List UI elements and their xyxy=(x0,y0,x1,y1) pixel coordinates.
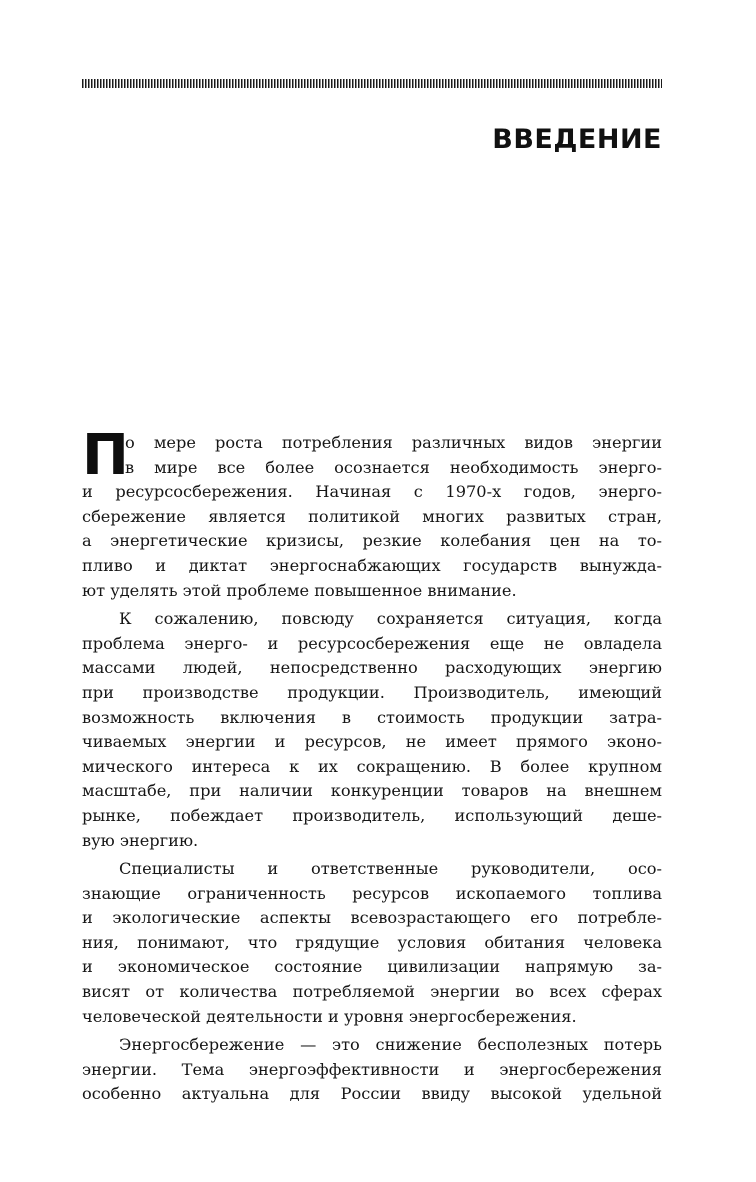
body-text xyxy=(82,423,662,1107)
text-line: чиваемых энергии и ресурсов, не имеет прямого эконо- xyxy=(82,732,662,752)
text-line: висят от количества потребляемой энергии во всех сферах xyxy=(82,982,662,1002)
paragraph-4 xyxy=(82,1033,662,1107)
text-line: человеческой деятельности и уровня энергосбережения. xyxy=(82,1006,577,1026)
text-line: проблема энерго- и ресурсосбережения еще не овладела xyxy=(82,633,662,653)
text-line: сбережение является политикой многих развитых стран, xyxy=(82,506,662,526)
text-line: вую энергию. xyxy=(82,830,199,850)
text-line: и ресурсосбережения. Начиная с 1970-х годов, энерго- xyxy=(82,482,662,502)
text-line: возможность включения в стоимость продукции затра- xyxy=(82,707,662,727)
drop-cap: П xyxy=(82,423,129,488)
text-line: а энергетические кризисы, резкие колебания цен на то- xyxy=(82,531,662,551)
text-line: энергии. Тема энергоэффективности и энергосбережения xyxy=(82,1059,662,1079)
text-line: Энергосбережение — это снижение бесполезных потерь xyxy=(119,1035,662,1055)
chapter-title: ВВЕДЕНИЕ xyxy=(492,124,662,155)
text-line: массами людей, непосредственно расходующих энергию xyxy=(82,658,662,678)
text-line: особенно актуальна для России ввиду высокой удельной xyxy=(82,1084,662,1104)
text-line: К сожалению, повсюду сохраняется ситуация, когда xyxy=(119,609,662,629)
text-line: ют уделять этой проблеме повышенное внимание. xyxy=(82,580,517,600)
text-line: при производстве продукции. Производитель, имеющий xyxy=(82,682,662,702)
text-line: и экологические аспекты всевозрастающего его потребле- xyxy=(82,908,662,928)
text-line: пливо и диктат энергоснабжающих государств вынужда- xyxy=(82,555,662,575)
paragraph-3 xyxy=(82,857,662,1029)
text-line: масштабе, при наличии конкуренции товаров на внешнем xyxy=(82,781,662,801)
text-line: о мере роста потребления различных видов энергии xyxy=(125,433,662,452)
text-line: знающие ограниченность ресурсов ископаемого топлива xyxy=(82,883,662,903)
header-rule xyxy=(82,79,662,88)
text-line: в мире все более осознается необходимость энерго- xyxy=(125,457,662,477)
paragraph-1 xyxy=(82,423,662,603)
text-line: ния, понимают, что грядущие условия обитания человека xyxy=(82,932,662,952)
text-line: мического интереса к их сокращению. В более крупном xyxy=(82,756,662,776)
paragraph-2 xyxy=(82,607,662,853)
text-line: Специалисты и ответственные руководители, осо- xyxy=(119,859,662,879)
text-line: и экономическое состояние цивилизации напрямую за- xyxy=(82,957,662,977)
text-line: рынке, побеждает производитель, использующий деше- xyxy=(82,805,662,825)
